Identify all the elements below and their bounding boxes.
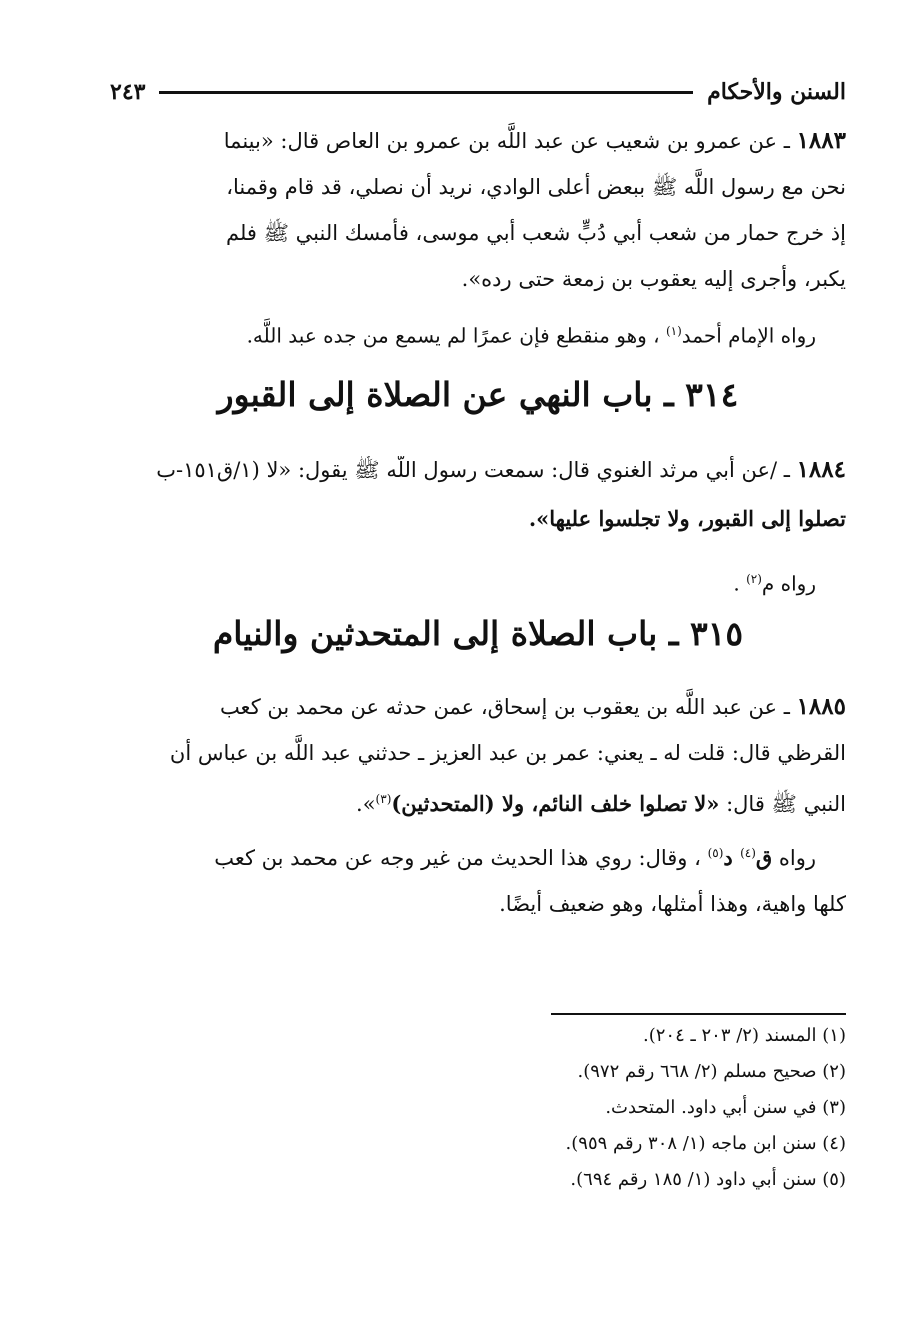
hadith-line: ـ /عن أبي مرثد الغنوي قال: سمعت رسول اللَّه ﷺ يقول: «لا (١/ق١٥١-ب xyxy=(156,458,790,482)
footnote-ref: (٥) xyxy=(707,846,724,860)
hadith-line: ـ عن عمرو بن شعيب عن عبد اللَّه بن عمرو بن العاص قال: «بينما xyxy=(223,129,790,153)
hadith-1884 xyxy=(110,496,846,542)
hadith-1883 xyxy=(110,118,846,302)
hadith-1884-line1 xyxy=(0,456,846,488)
chapter-heading-315: ٣١٥ ـ باب الصلاة إلى المتحدثين والنيام xyxy=(212,614,744,653)
hadith-line xyxy=(110,776,846,827)
hadith-line: ـ عن عبد اللَّه بن يعقوب بن إسحاق، عمن حدثه عن محمد بن كعب xyxy=(219,695,790,719)
attribution-after: . xyxy=(733,571,740,596)
attribution-after: ، وهو منقطع فإن عمرًا لم يسمع من جده عبد اللَّه. xyxy=(246,323,660,348)
hadith-number: ١٨٨٤ xyxy=(796,456,846,483)
footnote-ref: (٤) xyxy=(740,846,756,860)
attribution-text xyxy=(110,308,816,359)
hadith-line-part: النبي ﷺ قال: xyxy=(719,792,846,816)
source-code-d: د xyxy=(723,845,741,870)
attribution-text xyxy=(110,556,816,607)
hadith-line: نحن مع رسول اللَّه ﷺ ببعض أعلى الوادي، نريد أن نصلي، قد قام وقمنا، xyxy=(226,175,846,199)
header-rule xyxy=(159,91,693,94)
header-title: السنن والأحكام xyxy=(707,79,846,105)
footnote-separator xyxy=(551,1013,846,1015)
footnote: (٥) سنن أبي داود (١/ ١٨٥ رقم ٦٩٤). xyxy=(570,1169,846,1190)
footnote: (٤) سنن ابن ماجه (١/ ٣٠٨ رقم ٩٥٩). xyxy=(565,1133,846,1154)
hadith-1885 xyxy=(110,684,846,827)
attribution-after: ، وقال: روي هذا الحديث من غير وجه عن محمد بن كعب xyxy=(214,846,701,870)
footnote: (٢) صحيح مسلم (٢/ ٦٦٨ رقم ٩٧٢). xyxy=(577,1061,846,1082)
attribution-before: رواه م xyxy=(761,571,816,596)
hadith-line: يكبر، وأجرى إليه يعقوب بن زمعة حتى رده». xyxy=(461,267,846,291)
hadith-quote: «لا تصلوا خلف النائم، ولا (المتحدثين) xyxy=(391,791,720,816)
footnote: (١) المسند (٢/ ٢٠٣ ـ ٢٠٤). xyxy=(643,1025,846,1046)
hadith-line: تصلوا إلى القبور، ولا تجلسوا عليها». xyxy=(528,506,846,531)
chapter-heading-314: ٣١٤ ـ باب النهي عن الصلاة إلى القبور xyxy=(217,375,739,414)
source-code-q: ق xyxy=(755,845,773,870)
running-header xyxy=(110,72,846,112)
hadith-number: ١٨٨٥ xyxy=(796,693,846,720)
attribution-line: كلها واهية، وهذا أمثلها، وهو ضعيف أيضًا. xyxy=(499,892,846,916)
attribution-text xyxy=(110,830,846,881)
footnote-ref: (١) xyxy=(665,324,682,338)
hadith-text xyxy=(110,684,846,730)
attribution-before: رواه xyxy=(772,846,816,870)
hadith-line: إذ خرج حمار من شعب أبي دُبٍّ شعب أبي موسى، فأمسك النبي ﷺ فلم xyxy=(225,221,846,245)
footnote-ref: (٣) xyxy=(375,792,392,806)
footnote-ref: (٢) xyxy=(746,572,762,586)
hadith-line-part: ». xyxy=(356,792,376,816)
hadith-1883-attribution xyxy=(110,308,816,359)
hadith-text xyxy=(110,118,846,164)
hadith-number: ١٨٨٣ xyxy=(796,127,846,154)
footnotes xyxy=(110,1018,846,1198)
footnote: (٣) في سنن أبي داود. المتحدث. xyxy=(605,1097,846,1118)
hadith-1885-attribution xyxy=(110,830,846,927)
page-number: ٢٤٣ xyxy=(110,79,146,105)
hadith-line: القرظي قال: قلت له ـ يعني: عمر بن عبد العزيز ـ حدثني عبد اللَّه بن عباس أن xyxy=(169,741,846,765)
hadith-1884-attribution xyxy=(110,556,816,607)
attribution-before: رواه الإمام أحمد xyxy=(681,323,816,348)
